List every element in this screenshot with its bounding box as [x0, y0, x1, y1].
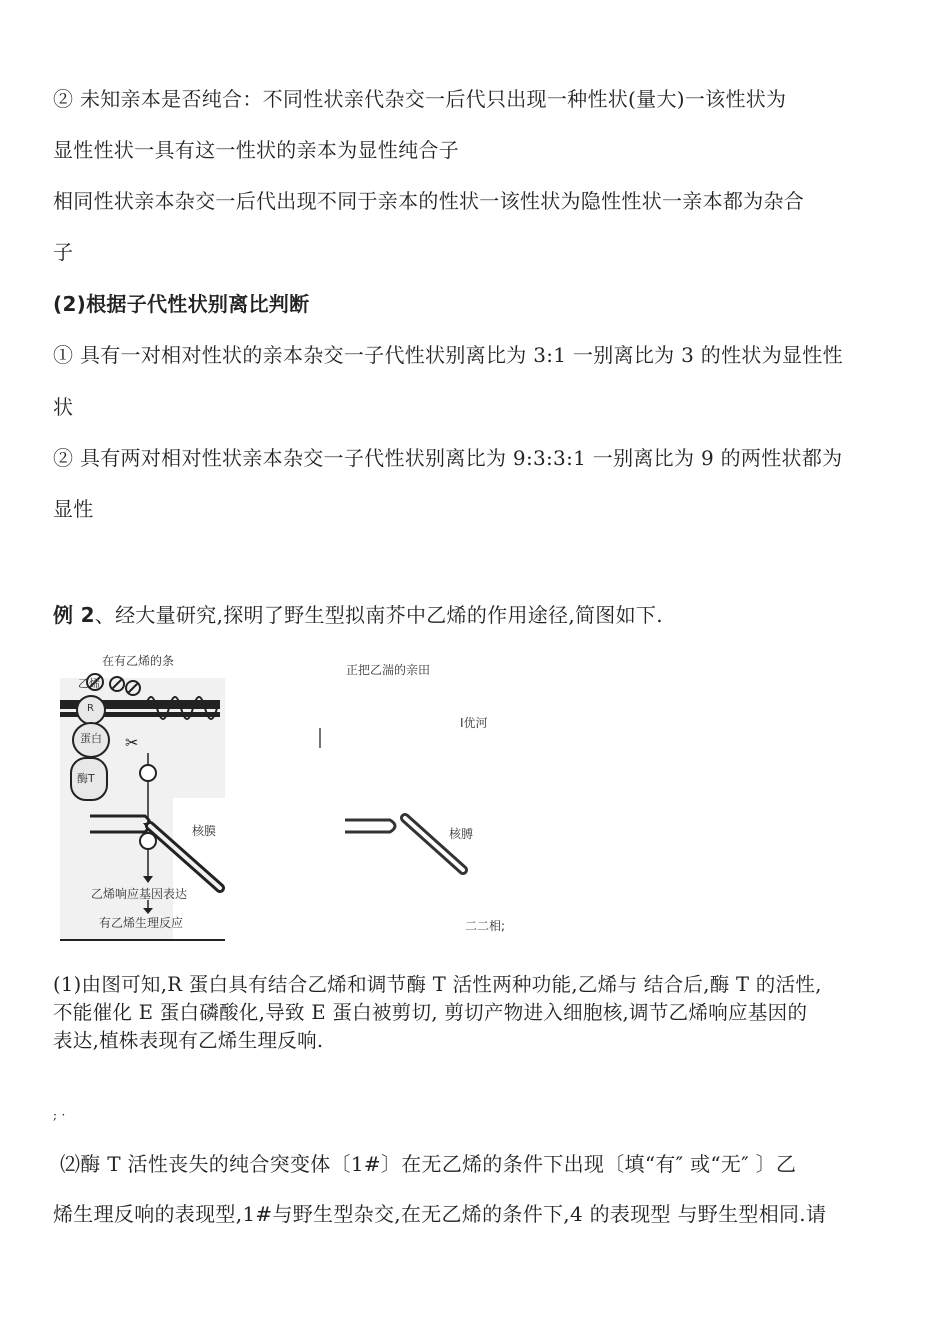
label-r: R	[87, 703, 94, 714]
label-nucleus: 核膜	[192, 824, 217, 838]
label-gene-expression: 乙烯响应基因表达	[91, 887, 188, 901]
question1-line2: 不能催化 E 蛋白磷酸化,导致 E 蛋白被剪切, 剪切产物进入细胞核,调节乙烯响应基因的	[53, 1001, 808, 1024]
text-line-1: ② 未知亲本是否纯合：不同性状亲代杂交一后代只出现一种性状(量大)一该性状为	[53, 87, 787, 111]
caption-right: 正把乙湍的亲田	[346, 663, 431, 677]
example-text: 、经大量研究,探明了野生型拟南芥中乙烯的作用途径,简图如下.	[94, 603, 663, 627]
label-nucleus-right: 核膊	[449, 827, 474, 841]
stray-mark: ; ·	[53, 1108, 66, 1122]
ethylene-pathway-figure	[55, 648, 506, 944]
question2-line2: 烯生理反响的表现型,1#与野生型杂交,在无乙烯的条件下,4 的表现型 与野生型相同.请	[53, 1202, 827, 1226]
text-line-4: 子	[53, 240, 74, 264]
question1-line1: (1)由图可知,R 蛋白具有结合乙烯和调节酶 T 活性两种功能,乙烯与 结合后,酶 T 的活性,	[53, 973, 822, 996]
cleavage-product-icon	[140, 765, 156, 781]
nuclear-membrane-right	[345, 820, 395, 832]
section-heading: (2)根据子代性状别离比判断	[53, 292, 310, 316]
question1-line3: 表达,植株表现有乙烯生理反响.	[53, 1029, 324, 1052]
example-heading	[53, 599, 663, 628]
text-line-3: 相同性状亲本杂交一后代出现不同于亲本的性状一该性状为隐性性状一亲本都为杂合	[53, 189, 805, 213]
question2-line1: ⑵酶 T 活性丧失的纯合突变体〔1#〕在无乙烯的条件下出现〔填“有″ 或“无″ 〕乙	[60, 1152, 797, 1176]
label-enzyme-t: 酶T	[77, 772, 95, 785]
example-label: 例 2	[53, 603, 95, 627]
text-line-2: 显性性状一具有这一性状的亲本为显性纯合子	[53, 138, 459, 162]
text-line-6: ① 具有一对相对性状的亲本杂交一子代性状别离比为 3:1 一别离比为 3 的性状为显性性	[53, 343, 843, 367]
caption-left: 在有乙烯的条	[102, 654, 175, 668]
label-response: 有乙烯生理反应	[99, 916, 184, 930]
label-protein: 蛋白	[80, 732, 102, 745]
label-bottom-right: 二二相;	[465, 919, 506, 933]
text-line-7: 状	[53, 395, 74, 419]
label-ethylene: 乙烯	[78, 677, 100, 690]
text-line-9: 显性	[53, 497, 94, 521]
text-line-8: ② 具有两对相对性状亲本杂交一子代性状别离比为 9:3:3:1 一别离比为 9 的两性状都为	[53, 446, 843, 470]
scissors-icon: ✂	[125, 733, 139, 752]
label-right-mid: I优河	[460, 716, 488, 730]
